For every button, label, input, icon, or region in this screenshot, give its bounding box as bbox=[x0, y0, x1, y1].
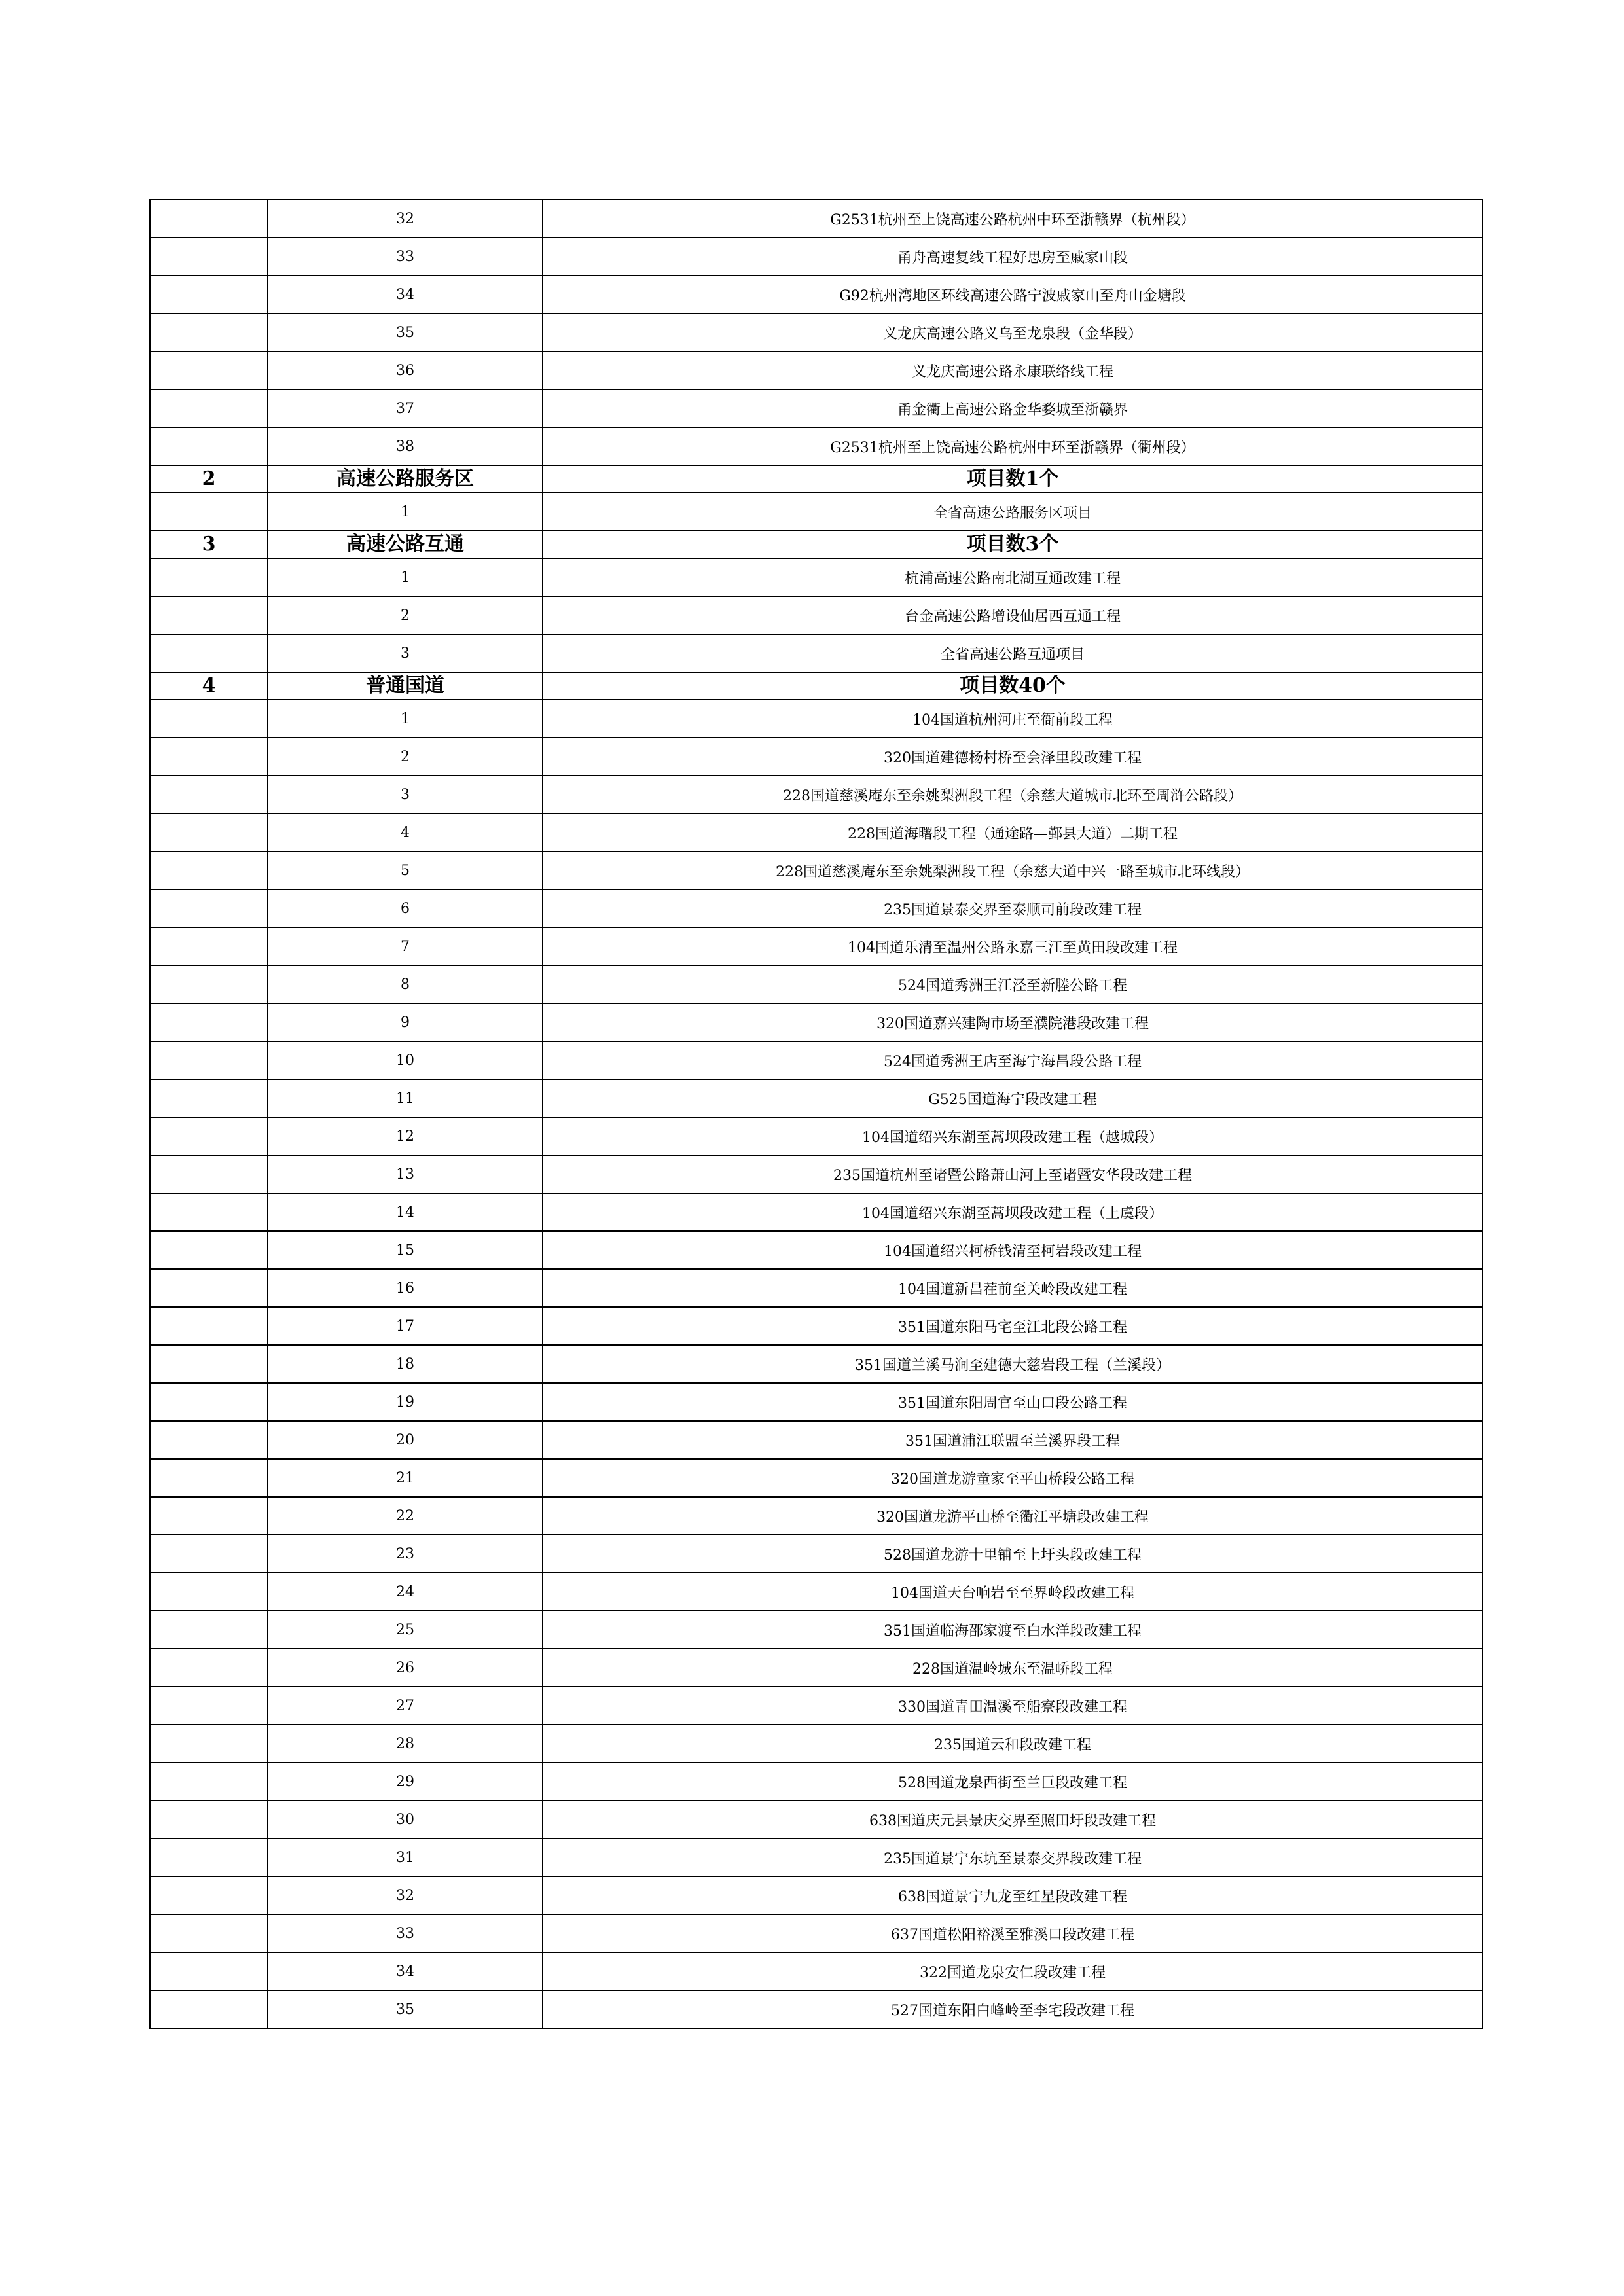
category-cell-empty bbox=[150, 1041, 268, 1079]
project-row bbox=[150, 1079, 1483, 1117]
project-name: 320国道龙游童家至平山桥段公路工程 bbox=[543, 1459, 1483, 1497]
project-row bbox=[150, 1876, 1483, 1914]
project-row bbox=[150, 1687, 1483, 1725]
project-row bbox=[150, 1535, 1483, 1573]
project-number: 13 bbox=[268, 1155, 543, 1193]
project-table-page bbox=[149, 199, 1482, 2029]
category-cell-empty bbox=[150, 1421, 268, 1459]
project-name: 235国道景泰交界至泰顺司前段改建工程 bbox=[543, 889, 1483, 927]
project-name: 104国道绍兴东湖至蒿坝段改建工程（越城段） bbox=[543, 1117, 1483, 1155]
category-cell-empty bbox=[150, 965, 268, 1003]
project-number: 10 bbox=[268, 1041, 543, 1079]
section-number: 3 bbox=[150, 531, 268, 558]
category-cell-empty bbox=[150, 700, 268, 738]
project-number: 11 bbox=[268, 1079, 543, 1117]
project-number: 15 bbox=[268, 1231, 543, 1269]
project-row bbox=[150, 596, 1483, 634]
category-cell-empty bbox=[150, 1914, 268, 1952]
project-name: 104国道杭州河庄至衙前段工程 bbox=[543, 700, 1483, 738]
category-cell-empty bbox=[150, 1345, 268, 1383]
category-cell-empty bbox=[150, 1611, 268, 1649]
project-name: 全省高速公路服务区项目 bbox=[543, 493, 1483, 531]
project-number: 25 bbox=[268, 1611, 543, 1649]
project-number: 27 bbox=[268, 1687, 543, 1725]
project-name: 杭浦高速公路南北湖互通改建工程 bbox=[543, 558, 1483, 596]
project-name: 351国道兰溪马涧至建德大慈岩段工程（兰溪段） bbox=[543, 1345, 1483, 1383]
project-row bbox=[150, 1193, 1483, 1231]
project-name: 104国道天台响岩至至界岭段改建工程 bbox=[543, 1573, 1483, 1611]
project-number: 35 bbox=[268, 1990, 543, 2028]
category-cell-empty bbox=[150, 200, 268, 238]
project-name: 228国道慈溪庵东至余姚梨洲段工程（余慈大道城市北环至周浒公路段） bbox=[543, 776, 1483, 814]
project-row bbox=[150, 776, 1483, 814]
category-cell-empty bbox=[150, 1763, 268, 1801]
project-number: 37 bbox=[268, 389, 543, 427]
project-table-body bbox=[150, 200, 1483, 2028]
project-name: 义龙庆高速公路义乌至龙泉段（金华段） bbox=[543, 314, 1483, 351]
category-cell-empty bbox=[150, 1687, 268, 1725]
category-cell-empty bbox=[150, 1952, 268, 1990]
project-row bbox=[150, 852, 1483, 889]
section-number: 2 bbox=[150, 465, 268, 493]
category-cell-empty bbox=[150, 558, 268, 596]
project-name: 351国道东阳周官至山口段公路工程 bbox=[543, 1383, 1483, 1421]
project-row bbox=[150, 200, 1483, 238]
category-cell-empty bbox=[150, 493, 268, 531]
project-number: 26 bbox=[268, 1649, 543, 1687]
category-cell-empty bbox=[150, 1801, 268, 1839]
project-row bbox=[150, 927, 1483, 965]
project-name: 104国道新昌茬前至关岭段改建工程 bbox=[543, 1269, 1483, 1307]
project-row bbox=[150, 1003, 1483, 1041]
section-category: 高速公路互通 bbox=[268, 531, 543, 558]
project-name: 235国道景宁东坑至景泰交界段改建工程 bbox=[543, 1839, 1483, 1876]
project-row bbox=[150, 1155, 1483, 1193]
category-cell-empty bbox=[150, 927, 268, 965]
project-number: 8 bbox=[268, 965, 543, 1003]
project-name: 524国道秀洲王店至海宁海昌段公路工程 bbox=[543, 1041, 1483, 1079]
project-number: 38 bbox=[268, 427, 543, 465]
project-name: 全省高速公路互通项目 bbox=[543, 634, 1483, 672]
project-row bbox=[150, 1649, 1483, 1687]
section-category: 高速公路服务区 bbox=[268, 465, 543, 493]
project-name: 228国道温岭城东至温峤段工程 bbox=[543, 1649, 1483, 1687]
project-number: 36 bbox=[268, 351, 543, 389]
category-cell-empty bbox=[150, 889, 268, 927]
project-row bbox=[150, 1383, 1483, 1421]
project-name: G2531杭州至上饶高速公路杭州中环至浙赣界（杭州段） bbox=[543, 200, 1483, 238]
project-row bbox=[150, 1725, 1483, 1763]
project-row bbox=[150, 1914, 1483, 1952]
project-name: 104国道乐清至温州公路永嘉三江至黄田段改建工程 bbox=[543, 927, 1483, 965]
project-number: 18 bbox=[268, 1345, 543, 1383]
project-number: 17 bbox=[268, 1307, 543, 1345]
category-cell-empty bbox=[150, 634, 268, 672]
project-number: 33 bbox=[268, 1914, 543, 1952]
project-row bbox=[150, 389, 1483, 427]
project-row bbox=[150, 1041, 1483, 1079]
category-cell-empty bbox=[150, 1876, 268, 1914]
project-number: 34 bbox=[268, 1952, 543, 1990]
category-cell-empty bbox=[150, 776, 268, 814]
section-project-count: 项目数1个 bbox=[543, 465, 1483, 493]
category-cell-empty bbox=[150, 1117, 268, 1155]
project-number: 21 bbox=[268, 1459, 543, 1497]
project-name: 638国道景宁九龙至红星段改建工程 bbox=[543, 1876, 1483, 1914]
project-number: 29 bbox=[268, 1763, 543, 1801]
project-table bbox=[149, 199, 1483, 2029]
category-cell-empty bbox=[150, 1307, 268, 1345]
project-name: 228国道海曙段工程（通途路—鄞县大道）二期工程 bbox=[543, 814, 1483, 852]
project-number: 4 bbox=[268, 814, 543, 852]
project-name: G2531杭州至上饶高速公路杭州中环至浙赣界（衢州段） bbox=[543, 427, 1483, 465]
project-name: 235国道云和段改建工程 bbox=[543, 1725, 1483, 1763]
project-number: 31 bbox=[268, 1839, 543, 1876]
project-row bbox=[150, 1117, 1483, 1155]
category-cell-empty bbox=[150, 1383, 268, 1421]
project-row bbox=[150, 238, 1483, 276]
category-cell-empty bbox=[150, 1839, 268, 1876]
project-number: 23 bbox=[268, 1535, 543, 1573]
project-row bbox=[150, 814, 1483, 852]
project-row bbox=[150, 493, 1483, 531]
project-number: 1 bbox=[268, 493, 543, 531]
project-row bbox=[150, 1952, 1483, 1990]
category-cell-empty bbox=[150, 1231, 268, 1269]
project-name: 320国道龙游平山桥至衢江平塘段改建工程 bbox=[543, 1497, 1483, 1535]
project-number: 12 bbox=[268, 1117, 543, 1155]
section-header-row bbox=[150, 531, 1483, 558]
project-number: 6 bbox=[268, 889, 543, 927]
project-row bbox=[150, 1611, 1483, 1649]
project-name: 351国道东阳马宅至江北段公路工程 bbox=[543, 1307, 1483, 1345]
project-row bbox=[150, 276, 1483, 314]
project-name: 527国道东阳白峰岭至李宅段改建工程 bbox=[543, 1990, 1483, 2028]
project-name: 528国道龙泉西街至兰巨段改建工程 bbox=[543, 1763, 1483, 1801]
project-row bbox=[150, 738, 1483, 776]
project-name: 524国道秀洲王江泾至新塍公路工程 bbox=[543, 965, 1483, 1003]
project-number: 34 bbox=[268, 276, 543, 314]
category-cell-empty bbox=[150, 1497, 268, 1535]
project-row bbox=[150, 965, 1483, 1003]
category-cell-empty bbox=[150, 351, 268, 389]
project-row bbox=[150, 1421, 1483, 1459]
category-cell-empty bbox=[150, 1649, 268, 1687]
project-name: 228国道慈溪庵东至余姚梨洲段工程（余慈大道中兴一路至城市北环线段） bbox=[543, 852, 1483, 889]
section-header-row bbox=[150, 465, 1483, 493]
project-number: 1 bbox=[268, 558, 543, 596]
category-cell-empty bbox=[150, 596, 268, 634]
category-cell-empty bbox=[150, 1079, 268, 1117]
project-name: 235国道杭州至诸暨公路萧山河上至诸暨安华段改建工程 bbox=[543, 1155, 1483, 1193]
project-number: 16 bbox=[268, 1269, 543, 1307]
project-name: 330国道青田温溪至船寮段改建工程 bbox=[543, 1687, 1483, 1725]
project-name: 104国道绍兴柯桥钱清至柯岩段改建工程 bbox=[543, 1231, 1483, 1269]
project-name: 528国道龙游十里铺至上圩头段改建工程 bbox=[543, 1535, 1483, 1573]
project-number: 3 bbox=[268, 776, 543, 814]
project-number: 22 bbox=[268, 1497, 543, 1535]
project-row bbox=[150, 314, 1483, 351]
project-row bbox=[150, 1497, 1483, 1535]
category-cell-empty bbox=[150, 1269, 268, 1307]
category-cell-empty bbox=[150, 1725, 268, 1763]
project-number: 30 bbox=[268, 1801, 543, 1839]
category-cell-empty bbox=[150, 389, 268, 427]
project-name: 320国道嘉兴建陶市场至濮院港段改建工程 bbox=[543, 1003, 1483, 1041]
project-number: 3 bbox=[268, 634, 543, 672]
project-row bbox=[150, 427, 1483, 465]
category-cell-empty bbox=[150, 1193, 268, 1231]
project-name: 638国道庆元县景庆交界至照田圩段改建工程 bbox=[543, 1801, 1483, 1839]
section-number: 4 bbox=[150, 672, 268, 700]
project-name: G92杭州湾地区环线高速公路宁波戚家山至舟山金塘段 bbox=[543, 276, 1483, 314]
category-cell-empty bbox=[150, 314, 268, 351]
category-cell-empty bbox=[150, 1155, 268, 1193]
project-row bbox=[150, 1839, 1483, 1876]
category-cell-empty bbox=[150, 1535, 268, 1573]
section-project-count: 项目数40个 bbox=[543, 672, 1483, 700]
category-cell-empty bbox=[150, 852, 268, 889]
project-row bbox=[150, 351, 1483, 389]
project-number: 5 bbox=[268, 852, 543, 889]
project-number: 32 bbox=[268, 200, 543, 238]
section-category: 普通国道 bbox=[268, 672, 543, 700]
project-number: 24 bbox=[268, 1573, 543, 1611]
project-name: 104国道绍兴东湖至蒿坝段改建工程（上虞段） bbox=[543, 1193, 1483, 1231]
project-number: 14 bbox=[268, 1193, 543, 1231]
category-cell-empty bbox=[150, 1459, 268, 1497]
project-row bbox=[150, 1801, 1483, 1839]
project-row bbox=[150, 1459, 1483, 1497]
project-number: 28 bbox=[268, 1725, 543, 1763]
project-name: 甬舟高速复线工程好思房至戚家山段 bbox=[543, 238, 1483, 276]
project-row bbox=[150, 1231, 1483, 1269]
project-number: 2 bbox=[268, 738, 543, 776]
project-name: 320国道建德杨村桥至会泽里段改建工程 bbox=[543, 738, 1483, 776]
category-cell-empty bbox=[150, 427, 268, 465]
project-number: 32 bbox=[268, 1876, 543, 1914]
project-number: 19 bbox=[268, 1383, 543, 1421]
project-row bbox=[150, 1573, 1483, 1611]
project-row bbox=[150, 1307, 1483, 1345]
project-number: 9 bbox=[268, 1003, 543, 1041]
project-row bbox=[150, 700, 1483, 738]
project-number: 20 bbox=[268, 1421, 543, 1459]
project-number: 33 bbox=[268, 238, 543, 276]
project-number: 35 bbox=[268, 314, 543, 351]
project-row bbox=[150, 1269, 1483, 1307]
project-row bbox=[150, 634, 1483, 672]
category-cell-empty bbox=[150, 1003, 268, 1041]
section-header-row bbox=[150, 672, 1483, 700]
project-name: 322国道龙泉安仁段改建工程 bbox=[543, 1952, 1483, 1990]
category-cell-empty bbox=[150, 738, 268, 776]
project-row bbox=[150, 1763, 1483, 1801]
project-row bbox=[150, 1345, 1483, 1383]
project-row bbox=[150, 1990, 1483, 2028]
project-number: 7 bbox=[268, 927, 543, 965]
project-name: 637国道松阳裕溪至雅溪口段改建工程 bbox=[543, 1914, 1483, 1952]
project-row bbox=[150, 558, 1483, 596]
category-cell-empty bbox=[150, 1573, 268, 1611]
project-name: 351国道浦江联盟至兰溪界段工程 bbox=[543, 1421, 1483, 1459]
category-cell-empty bbox=[150, 1990, 268, 2028]
category-cell-empty bbox=[150, 276, 268, 314]
section-project-count: 项目数3个 bbox=[543, 531, 1483, 558]
project-row bbox=[150, 889, 1483, 927]
project-name: 台金高速公路增设仙居西互通工程 bbox=[543, 596, 1483, 634]
category-cell-empty bbox=[150, 238, 268, 276]
category-cell-empty bbox=[150, 814, 268, 852]
project-name: 351国道临海邵家渡至白水洋段改建工程 bbox=[543, 1611, 1483, 1649]
project-number: 2 bbox=[268, 596, 543, 634]
project-name: 义龙庆高速公路永康联络线工程 bbox=[543, 351, 1483, 389]
project-name: 甬金衢上高速公路金华婺城至浙赣界 bbox=[543, 389, 1483, 427]
project-number: 1 bbox=[268, 700, 543, 738]
project-name: G525国道海宁段改建工程 bbox=[543, 1079, 1483, 1117]
